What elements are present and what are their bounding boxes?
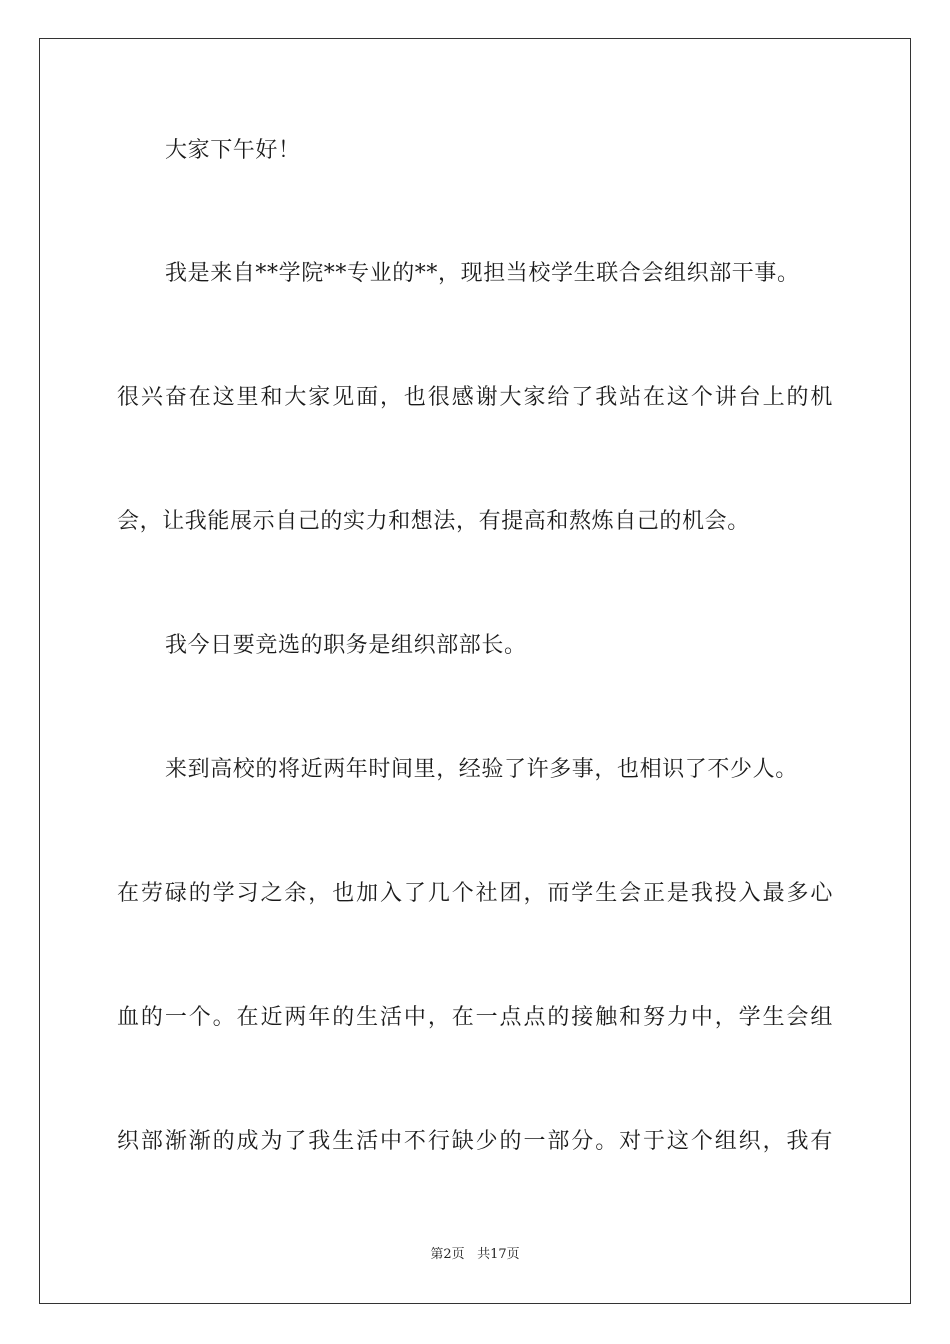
page-number: 第2页	[430, 1247, 465, 1262]
page-footer	[0, 1246, 950, 1264]
paragraph-line: 来到高校的将近两年时间里，经验了许多事，也相识了不少人。	[165, 757, 798, 782]
paragraph-line: 我今日要竞选的职务是组织部部长。	[165, 633, 527, 658]
greeting-line: 大家下午好！	[165, 138, 301, 163]
page-frame	[39, 38, 911, 1304]
paragraph-line: 在劳碌的学习之余，也加入了几个社团，而学生会正是我投入最多心	[117, 881, 833, 906]
paragraph-line: 很兴奋在这里和大家见面，也很感谢大家给了我站在这个讲台上的机	[117, 385, 833, 410]
paragraph-line: 我是来自**学院**专业的**，现担当校学生联合会组织部干事。	[165, 261, 800, 286]
page-total: 共17页	[477, 1247, 520, 1262]
paragraph-line: 会，让我能展示自己的实力和想法，有提高和熬炼自己的机会。	[117, 509, 750, 534]
paragraph-line: 血的一个。在近两年的生活中，在一点点的接触和努力中，学生会组	[117, 1005, 833, 1030]
paragraph-line: 织部渐渐的成为了我生活中不行缺少的一部分。对于这个组织，我有	[117, 1129, 833, 1154]
